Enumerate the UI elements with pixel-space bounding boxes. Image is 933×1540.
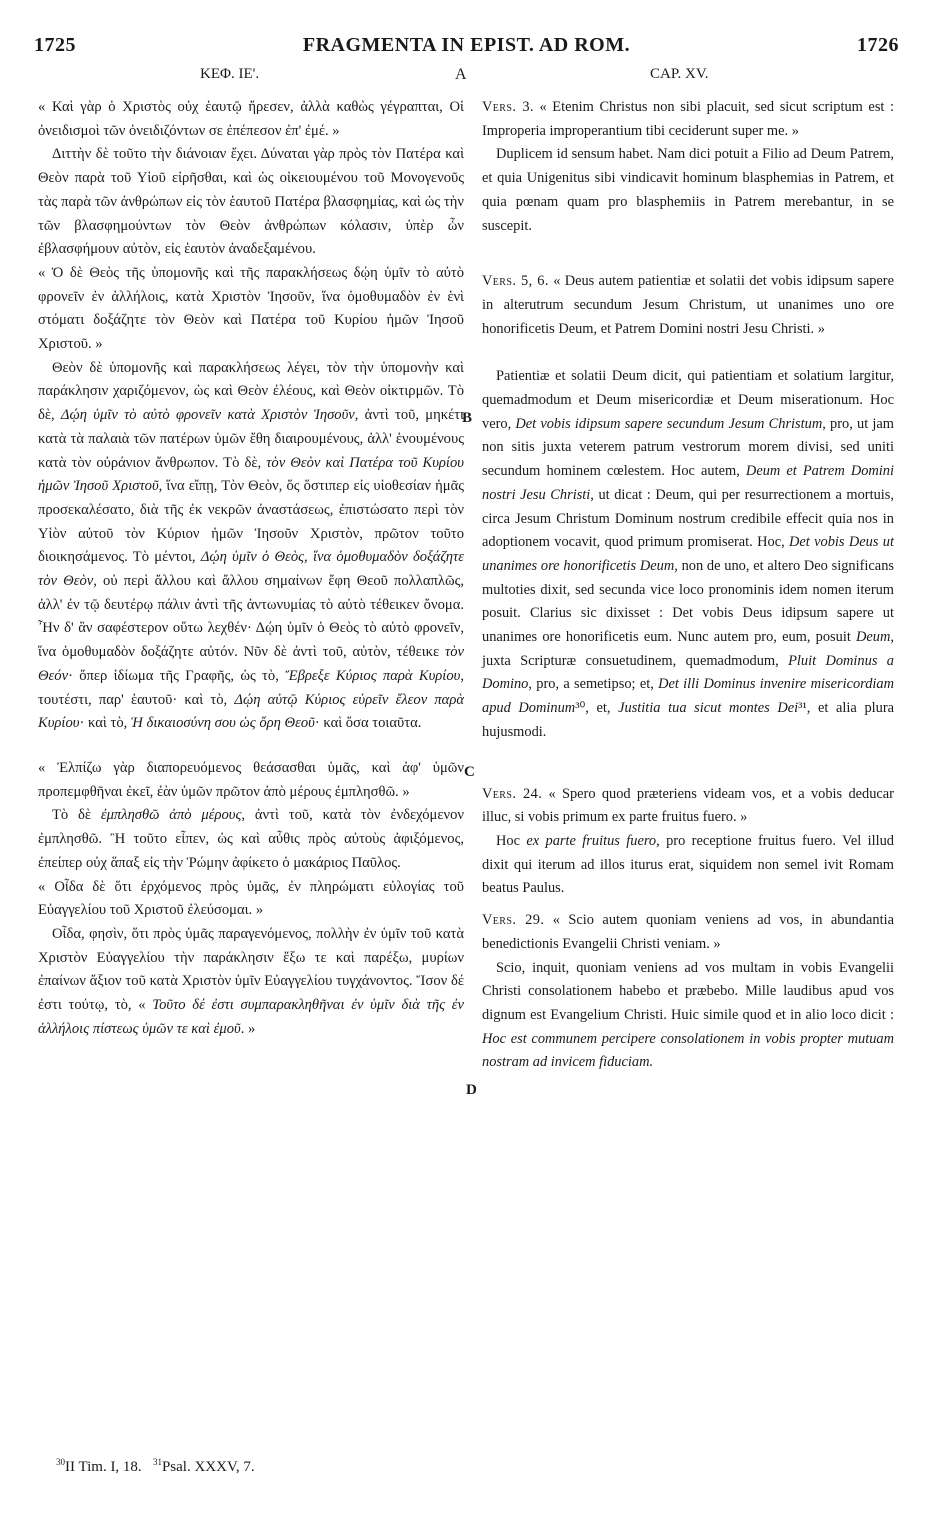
latin-chapter-heading: CAP. XV. bbox=[650, 66, 709, 82]
greek-verse-quote: « Οἶδα δὲ ὅτι ἐρχόμενος πρὸς ὑμᾶς, ἐν πληρώματι εὐλογίας τοῦ Εὐαγγελίου τοῦ Χριστοῦ ἐλεύσομαι. » bbox=[38, 878, 464, 919]
right-page-number: 1726 bbox=[857, 34, 899, 56]
running-title: FRAGMENTA IN EPIST. AD ROM. bbox=[302, 34, 631, 56]
latin-commentary: Hoc ex parte fruitus fuero, pro receptione fruitus fuero. Vel illud dixit qui iterum ad illos iturus erat, siquidem non semel ivit Romam beatus Paulus. bbox=[482, 832, 894, 897]
chapter-heading-row bbox=[0, 66, 933, 88]
latin-commentary: Duplicem id sensum habet. Nam dici potuit a Filio ad Deum Patrem, et quia Unigenitus sibi vindicavit hominum blasphemias in Patrem, et quia pœnam quam pro blasphemiis in Patrem merebantur, in se suscepit. bbox=[482, 146, 894, 234]
left-page-number: 1725 bbox=[34, 34, 76, 56]
greek-verse-quote: « Καὶ γὰρ ὁ Χριστὸς οὐχ ἑαυτῷ ἤρεσεν, ἀλλὰ καθὼς γέγραπται, Οἱ ὀνειδισμοὶ τῶν ὀνειδιζόντων σε ἐπέπεσον ἐπ' ἐμέ. » bbox=[38, 99, 464, 139]
greek-verse-quote: « Ἐλπίζω γὰρ διαπορευόμενος θεάσασθαι ὑμᾶς, καὶ ἀφ' ὑμῶν προπεμφθῆναι ἐκεῖ, ἐὰν ὑμῶν πρῶτον ἀπὸ μέρους ἐμπλησθῶ. » bbox=[38, 759, 464, 800]
section-marker-d: D bbox=[466, 1082, 477, 1098]
footnote-text: Psal. XXXV, 7. bbox=[161, 1459, 255, 1475]
verse-label: Vers. 5, 6. bbox=[482, 273, 549, 290]
latin-verse-quote: Vers. 24. « Spero quod præteriens videam vos, et a vobis deducar illuc, si vobis primum ex parte fruitus fuero. » bbox=[482, 785, 894, 826]
footnotes bbox=[56, 1457, 255, 1476]
footnote-text: II Tim. I, 18. bbox=[65, 1459, 142, 1475]
greek-commentary: Τὸ δὲ ἐμπλησθῶ ἀπὸ μέρους, ἀντὶ τοῦ, κατὰ τὸν ἐνδεχόμενον ἐμπλησθῶ. Ἢ τοῦτο εἶπεν, ὡς καὶ αὖθις πρὸς αὐτοὺς ἀφιξόμενος, ἐπείπερ οὐχ ἅπαξ εἰς τὴν Ῥώμην ἀφίκετο ὁ μακάριος Παῦλος. bbox=[38, 807, 464, 871]
latin-commentary: Scio, inquit, quoniam veniens ad vos multam in vobis Evangelii Christi consolationem habebo et præbebo. Mille laudibus apud vos dignum est Evangelium Christi. Huic simile quod et in alio loco dicit : Hoc est communem percipere consolationem in vobis propter mutuam nostram ad invicem fiduciam. bbox=[482, 959, 894, 1071]
latin-verse-quote: Vers. 5, 6. « Deus autem patientiæ et solatii det vobis idipsum sapere in alterutrum secundum Jesum Christum, ut unanimes uno ore honorificetis Deum, et Patrem Domini nostri Jesu Christi. » bbox=[482, 273, 894, 337]
verse-label: Vers. 24. bbox=[482, 785, 543, 802]
greek-chapter-heading: ΚΕΦ. ΙΕ'. bbox=[200, 66, 260, 82]
greek-commentary: Θεὸν δὲ ὑπομονῆς καὶ παρακλήσεως λέγει, τὸν τὴν ὑπομονὴν καὶ παράκλησιν χαριζόμενον, ὡς καὶ Θεὸν ἐλέους, καὶ Θεὸν οἰκτιρμῶν. Τὸ δὲ, Δῴη ὑμῖν τὸ αὐτὸ φρονεῖν κατὰ Χριστὸν Ἰησοῦν, ἀντὶ τοῦ, μηκέτι κατὰ τὰ παλαιὰ τῶν πατέρων ὑμῶν ἔθη διαιρουμένους, ἀλλ' ἑνουμένους κατὰ τὸν οὐράνιον ἄνθρωπον. Τὸ δὲ, τὸν Θεὸν καὶ Πατέρα τοῦ Κυρίου ἡμῶν Ἰησοῦ Χριστοῦ, ἵνα εἴπῃ, Τὸν Θεὸν, ὅς ὅστιπερ εἰς υἱοθεσίαν ἡμᾶς προσεκαλέσατο, διὰ τῆς ἐκ νεκρῶν ἀναστάσεως, ἐπιστώσατο περὶ τὸν Υἱὸν αὐτοῦ τὸν Κύριον ἡμῶν Ἰησοῦν Χριστὸν, πρῶτον τοῦτο διοικησάμενος. Τὸ μέντοι, Δῴη ὑμῖν ὁ Θεὸς, ἵνα ὁμοθυμαδὸν δοξάζητε τὸν Θεὸν, οὐ περὶ ἄλλου καὶ ἄλλου σημαίνων ἔφη Θεοῦ πολλαπλῶς, ἀλλ' ἐν τῷ δευτέρῳ πάλιν ἀντὶ τῆς ἀντωνυμίας τὸ αὐτὸ τέθεικεν ὄνομα. Ἦν δ' ἂν σαφέστερον οὕτω λεχθέν· Δῴη ὑμῖν ὁ Θεὸς τὸ αὐτὸ φρονεῖν, ἵνα ὁμοθυμαδὸν δοξάζητε αὐτόν. Νῦν δὲ ἀντὶ τοῦ, αὐτὸν, τέθεικε τὸν Θεόν· ὅπερ ἰδίωμα τῆς Γραφῆς, ὡς τὸ, Ἔβρεξε Κύριος παρὰ Κυρίου, τουτέστι, παρ' ἑαυτοῦ· καὶ τὸ, Δῴη αὐτῷ Κύριος εὑρεῖν ἔλεον παρὰ Κυρίου· καὶ τὸ, Ἡ δικαιοσύνη σου ὡς ὄρη Θεοῦ· καὶ ὅσα τοιαῦτα. bbox=[38, 359, 465, 732]
verse-label: Vers. 29. bbox=[482, 912, 545, 929]
section-marker-b: B bbox=[462, 410, 473, 426]
latin-commentary: Patientiæ et solatii Deum dicit, qui patientiam et solatium largitur, quemadmodum et Deum misericordiæ et Deum miserationum. Hoc vero, Det vobis idipsum sapere secundum Jesum Christum, pro, ut jam non sitis juxta veterem patrum vestrorum morem divisi, sed uniti secundum hominem cœlestem. Hoc autem, Deum et Patrem Domini nostri Jesu Christi, ut dicat : Deum, qui per resurrectionem a mortuis, circa Jesum Christum Dominum nostrum credibile effecit quia nos in adoptionem vocavit, quod primum promiserat. Hoc, Det vobis Deus ut unanimes ore honorificetis Deum, non de uno, et altero Deo significans multoties dixit, sed secunda vice loco pronominis idem nomen iterum posuit. Clarius sic dixisset : Det vobis Deus idipsum sapere ut unanimes ore honorificetis eum. Nunc autem pro, eum, posuit Deum, juxta Scripturæ consuetudinem, quemadmodum, Pluit Dominus a Domino, pro, a semetipso; et, Det illi Dominus invenire misericordiam apud Dominum³⁰, et, Justitia tua sicut montes Dei³¹, et alia plura hujusmodi. bbox=[482, 368, 895, 740]
running-header bbox=[34, 34, 899, 62]
greek-column bbox=[38, 96, 464, 1041]
verse-label: Vers. 3. bbox=[482, 99, 534, 115]
greek-commentary: Διττὴν δὲ τοῦτο τὴν διάνοιαν ἔχει. Δύναται γὰρ πρὸς τὸν Πατέρα καὶ Θεὸν παρὰ τοῦ Υἱοῦ εἰρῆσθαι, καὶ ὡς οἰκειουμένου τοῦ Μονογενοῦς τὰς παρὰ τῶν ἀνθρώπων εἰς τὸν ἑαυτοῦ Πατέρα βλασφημίας, καὶ ὡς τὴν τῶν βλασφημούντων τὸν Θεὸν ἀνθρώπων κόλασιν, ὑπὲρ ὧν ἐβλασφήμουν αὐτὸν, εἰς ἑαυτὸν ἀναδεξαμένου. bbox=[38, 146, 464, 258]
footnote-number: 31 bbox=[152, 1457, 162, 1467]
section-marker-c: C bbox=[464, 764, 475, 780]
latin-verse-quote: Vers. 3. « Etenim Christus non sibi placuit, sed sicut scriptum est : Improperia improperantium tibi ceciderunt super me. » bbox=[482, 99, 895, 139]
latin-verse-quote: Vers. 29. « Scio autem quoniam veniens ad vos, in abundantia benedictionis Evangelii Christi veniam. » bbox=[482, 912, 894, 952]
latin-column bbox=[482, 96, 894, 1075]
footnote-number: 30 bbox=[56, 1457, 65, 1467]
section-marker-a: A bbox=[455, 66, 467, 83]
greek-verse-quote: « Ὁ δὲ Θεὸς τῆς ὑπομονῆς καὶ τῆς παρακλήσεως δῴη ὑμῖν τὸ αὐτὸ φρονεῖν ἐν ἀλλήλοις, κατὰ Χριστὸν Ἰησοῦν, ἵνα ὁμοθυμαδὸν ἐν ἑνὶ στόματι δοξάζητε τὸν Θεὸν καὶ Πατέρα τοῦ Κυρίου ἡμῶν Ἰησοῦ Χριστοῦ. » bbox=[38, 264, 464, 353]
greek-commentary: Οἶδα, φησὶν, ὅτι πρὸς ὑμᾶς παραγενόμενος, πολλὴν ἐν ὑμῖν τοῦ κατὰ Χριστὸν Εὐαγγελίου τὴν παράκλησιν ἕξω τε καὶ παρέξω, μυρίων ἐπαίνων ἄξιον τοῦ κατὰ Χριστὸν ὑμῖν Εὐαγγελίου τυγχάνοντος. Ἴσον δέ ἐστι τούτῳ, τὸ, « Τοῦτο δέ ἐστι συμπαρακληθῆναι ἐν ὑμῖν διὰ τῆς ἐν ἀλλήλοις πίστεως ὑμῶν τε καὶ ἐμοῦ. » bbox=[38, 925, 465, 1037]
